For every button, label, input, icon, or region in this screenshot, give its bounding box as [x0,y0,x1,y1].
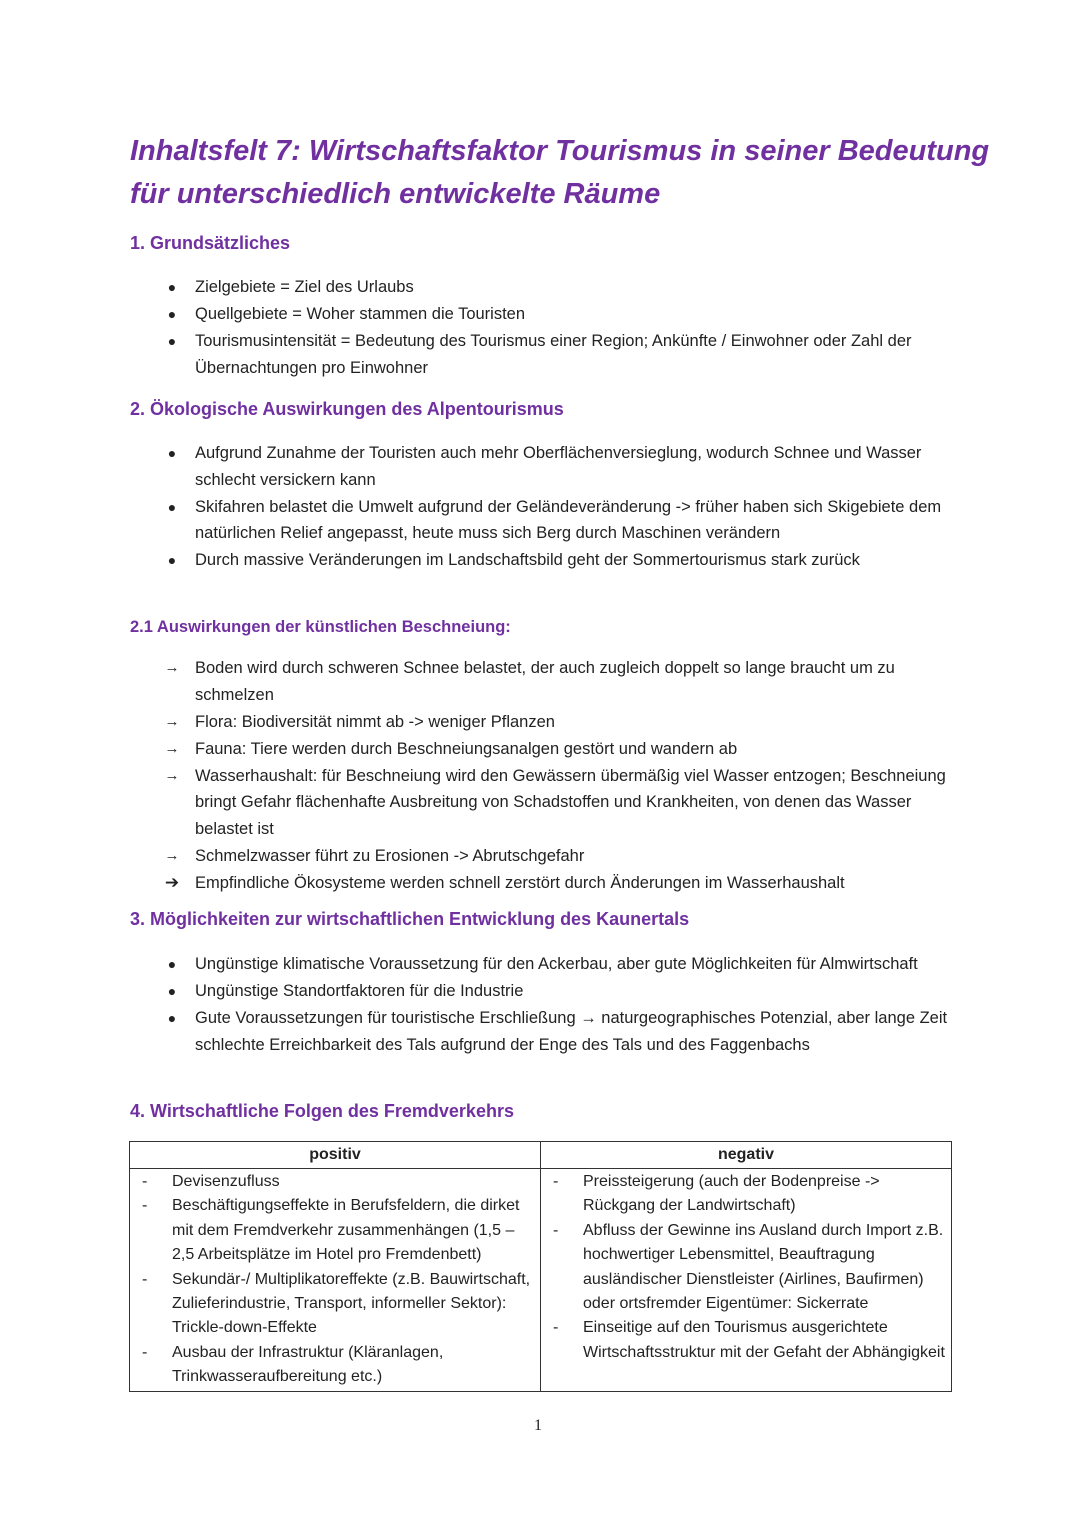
list-item: ● Ungünstige Standortfaktoren für die Industrie [160,978,960,1005]
list-item: ● Aufgrund Zunahme der Touristen auch mehr Oberflächenversieglung, wodurch Schnee und Wasser schlecht versickern kann [160,440,960,493]
list-item: → Schmelzwasser führt zu Erosionen -> Abrutschgefahr [160,843,960,870]
list-item: → Wasserhaushalt: für Beschneiung wird den Gewässern übermäßig viel Wasser entzogen; Beschneiung bringt Gefahr flächenhafte Ausbreitung von Schadstoffen und Krankheiten, von denen das Wasser belastet ist [160,763,960,843]
bullet-icon: ● [167,956,177,972]
section-3-list [160,951,960,1059]
section-2-1-heading: 2.1 Auswirkungen der künstlichen Beschneiung: [130,618,511,636]
section-2-heading: 2. Ökologische Auswirkungen des Alpentourismus [130,399,564,419]
bullet-icon: ● [167,983,177,999]
dash-icon: - [142,1270,148,1288]
bullet-icon: ● [167,1010,177,1026]
economic-effects-table [129,1141,952,1392]
bullet-icon: ● [167,552,177,568]
dash-icon: - [142,1173,148,1190]
arrow-icon: → [164,739,180,757]
page-number: 1 [534,1417,542,1434]
dash-icon: - [142,1197,148,1215]
bold-arrow-icon: ➔ [164,872,180,892]
bullet-icon: ● [167,445,177,461]
conclusion-item: ➔ Empfindliche Ökosysteme werden schnell zerstört durch Änderungen im Wasserhaushalt [160,870,960,897]
list-item: - Devisenzufluss [136,1170,534,1194]
bullet-icon: ● [167,498,177,515]
list-item: - Einseitige auf den Tourismus ausgerichtete Wirtschaftsstruktur mit der Gefaht der Abhängigkeit [547,1316,945,1365]
list-item: ● Skifahren belastet die Umwelt aufgrund der Geländeveränderung -> früher haben sich Skigebiete dem natürlichen Relief angepasst, heute muss sich Berg durch Maschinen verändern [160,494,960,547]
list-item: ● Quellgebiete = Woher stammen die Touristen [160,301,960,328]
list-item: ● Ungünstige klimatische Voraussetzung für den Ackerbau, aber gute Möglichkeiten für Almwirtschaft [160,951,960,978]
list-item: - Abfluss der Gewinne ins Ausland durch Import z.B. hochwertiger Lebensmittel, Beauftragung ausländischer Dienstleister (Airlines, Baufirmen) oder ortsfremder Eigentümer: Sickerrate [547,1219,945,1317]
dash-icon: - [142,1343,148,1361]
list-item: ● Gute Voraussetzungen für touristische Erschließung → naturgeographisches Potenzial, aber lange Zeit schlechte Erreichbarkeit des Tals aufgrund der Enge des Tals und des Faggenbachs [160,1005,960,1058]
positive-cell [130,1169,541,1392]
list-item: → Boden wird durch schweren Schnee belastet, der auch zugleich doppelt so lange braucht um zu schmelzen [160,655,960,708]
section-3-heading: 3. Möglichkeiten zur wirtschaftlichen Entwicklung des Kaunertals [130,909,690,929]
dash-icon: - [553,1319,559,1337]
section-2-1-list [160,655,960,897]
list-item: ● Durch massive Veränderungen im Landschaftsbild geht der Sommertourismus stark zurück [160,547,960,574]
list-item: ● Tourismusintensität = Bedeutung des Tourismus einer Region; Ankünfte / Einwohner oder Zahl der Übernachtungen pro Einwohner [160,328,960,381]
arrow-icon: → [164,846,180,864]
list-item: ● Zielgebiete = Ziel des Urlaubs [160,274,960,301]
section-4-heading: 4. Wirtschaftliche Folgen des Fremdverkehrs [130,1101,514,1121]
list-item: → Flora: Biodiversität nimmt ab -> weniger Pflanzen [160,709,960,736]
bullet-icon: ● [167,279,177,295]
arrow-icon: → [164,766,180,784]
list-item: → Fauna: Tiere werden durch Beschneiungsanalgen gestört und wandern ab [160,736,960,763]
dash-icon: - [553,1221,559,1239]
list-item: - Preissteigerung (auch der Bodenpreise -> Rückgang der Landwirtschaft) [547,1170,945,1219]
bullet-icon: ● [167,306,177,322]
bullet-icon: ● [167,333,177,349]
list-item: - Ausbau der Infrastruktur (Kläranlagen, Trinkwasseraufbereitung etc.) [136,1341,534,1390]
dash-icon: - [553,1173,559,1190]
arrow-icon: → [164,659,180,676]
negative-cell [541,1169,952,1392]
column-header-positive: positiv [130,1142,541,1169]
column-header-negative: negativ [541,1142,952,1169]
page-title: Inhaltsfelt 7: Wirtschaftsfaktor Tourismus in seiner Bedeutung für unterschiedlich entwickelte Räume [130,135,990,210]
section-1-heading: 1. Grundsätzliches [130,233,291,253]
arrow-icon: → [164,712,180,730]
list-item: - Sekundär-/ Multiplikatoreffekte (z.B. Bauwirtschaft, Zulieferindustrie, Transport, informeller Sektor): Trickle-down-Effekte [136,1268,534,1341]
section-1-list [160,274,960,382]
list-item: - Beschäftigungseffekte in Berufsfeldern, die dirket mit dem Fremdverkehr zusammenhängen (1,5 – 2,5 Arbeitsplätze im Hotel pro Fremdenbett) [136,1194,534,1267]
section-2-list [160,440,960,574]
